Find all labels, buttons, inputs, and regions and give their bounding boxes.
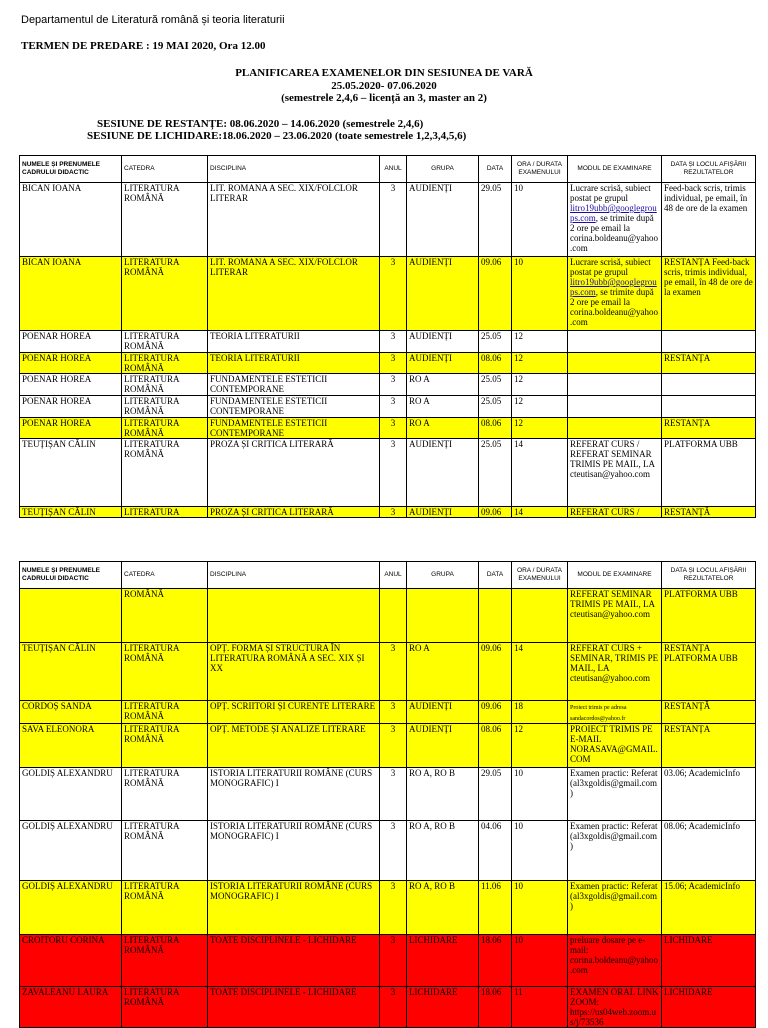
- table-row: [20, 374, 756, 396]
- cell-nume: [20, 589, 122, 643]
- cell-grupa: RO A, RO B: [407, 768, 479, 821]
- cell-ora: 14: [512, 439, 568, 507]
- cell-catedra: LITERATURA ROMÂNĂ: [122, 331, 208, 353]
- cell-data: 08.06: [479, 724, 512, 768]
- cell-anul: 3: [380, 935, 407, 987]
- col-catedra: CATEDRA: [122, 562, 208, 589]
- cell-afisare: [662, 374, 756, 396]
- cell-modul: [568, 701, 662, 724]
- cell-ora: 12: [512, 724, 568, 768]
- session-dates: 25.05.2020- 07.06.2020: [331, 80, 437, 92]
- table-row: [20, 507, 756, 518]
- table-row: [20, 331, 756, 353]
- cell-disciplina: ISTORIA LITERATURII ROMÂNE (CURS MONOGRAFIC) I: [208, 768, 380, 821]
- cell-data: 09.06: [479, 507, 512, 518]
- cell-anul: 3: [380, 374, 407, 396]
- cell-data: 25.05: [479, 374, 512, 396]
- cell-modul: [568, 396, 662, 418]
- cell-data: 09.06: [479, 257, 512, 331]
- cell-catedra: LITERATURA ROMÂNĂ: [122, 643, 208, 701]
- cell-catedra: LITERATURA ROMÂNĂ: [122, 987, 208, 1028]
- cell-data: 09.06: [479, 643, 512, 701]
- cell-modul: PROIECT TRIMIS PE E-MAIL NORASAVA@GMAIL.COM: [568, 724, 662, 768]
- cell-data: 25.05: [479, 439, 512, 507]
- group-email-link[interactable]: litro19ubb@googlegroups.com: [570, 277, 657, 297]
- exam-table-2: [19, 561, 756, 1028]
- cell-modul: [568, 353, 662, 374]
- cell-catedra: LITERATURA ROMÂNĂ: [122, 881, 208, 935]
- cell-afisare: RESTANȚA: [662, 353, 756, 374]
- cell-grupa: AUDIENȚI: [407, 439, 479, 507]
- cell-modul: [568, 257, 662, 331]
- cell-afisare: [662, 331, 756, 353]
- cell-data: 29.05: [479, 768, 512, 821]
- cell-nume: GOLDIȘ ALEXANDRU: [20, 768, 122, 821]
- cell-ora: 11: [512, 987, 568, 1028]
- exam-table-1: [19, 155, 756, 518]
- cell-ora: [512, 589, 568, 643]
- cell-nume: POENAR HOREA: [20, 374, 122, 396]
- cell-catedra: ROMÂNĂ: [122, 589, 208, 643]
- cell-catedra: LITERATURA ROMÂNĂ: [122, 724, 208, 768]
- cell-grupa: RO A, RO B: [407, 881, 479, 935]
- table-row: [20, 257, 756, 331]
- table-row: [20, 935, 756, 987]
- col-afisare: DATA ȘI LOCUL AFIȘĂRII REZULTATELOR: [662, 562, 756, 589]
- cell-data: 09.06: [479, 701, 512, 724]
- cell-data: 25.05: [479, 331, 512, 353]
- cell-modul: EXAMEN ORAL LINK ZOOM: https://us04web.zoom.us/j/73536: [568, 987, 662, 1028]
- cell-afisare: PLATFORMA UBB: [662, 589, 756, 643]
- col-nume: NUMELE ȘI PRENUMELE CADRULUI DIDACTIC: [20, 156, 122, 183]
- cell-afisare: RESTANȚĂ: [662, 701, 756, 724]
- cell-ora: 10: [512, 881, 568, 935]
- col-modul: MODUL DE EXAMINARE: [568, 562, 662, 589]
- cell-nume: POENAR HOREA: [20, 331, 122, 353]
- cell-catedra: LITERATURA: [122, 507, 208, 518]
- cell-grupa: AUDIENȚI: [407, 507, 479, 518]
- col-ora: ORA / DURATA EXAMENULUI: [512, 156, 568, 183]
- cell-catedra: LITERATURA ROMÂNĂ: [122, 396, 208, 418]
- table-row: [20, 643, 756, 701]
- col-data: DATA: [479, 562, 512, 589]
- cell-disciplina: ISTORIA LITERATURII ROMÂNE (CURS MONOGRAFIC) I: [208, 821, 380, 881]
- cell-modul: [568, 331, 662, 353]
- table-row: [20, 396, 756, 418]
- table-row: [20, 418, 756, 439]
- document-title: PLANIFICAREA EXAMENELOR DIN SESIUNEA DE VARĂ: [235, 67, 533, 79]
- cell-grupa: RO A: [407, 643, 479, 701]
- col-anul: ANUL: [380, 156, 407, 183]
- cell-ora: 12: [512, 374, 568, 396]
- cell-afisare: RESTANȚA: [662, 724, 756, 768]
- cell-nume: POENAR HOREA: [20, 396, 122, 418]
- cell-nume: BICAN IOANA: [20, 183, 122, 257]
- cell-nume: ZAVALEANU LAURA: [20, 987, 122, 1028]
- cell-ora: 10: [512, 935, 568, 987]
- cell-grupa: LICHIDARE: [407, 935, 479, 987]
- cell-ora: 12: [512, 418, 568, 439]
- cell-modul: [568, 183, 662, 257]
- cell-nume: CROITORU CORINA: [20, 935, 122, 987]
- cell-nume: TEUȚIȘAN CĂLIN: [20, 643, 122, 701]
- cell-grupa: LICHIDARE: [407, 987, 479, 1028]
- cell-ora: 12: [512, 396, 568, 418]
- cell-grupa: RO A: [407, 396, 479, 418]
- table-header-row: [20, 562, 756, 589]
- cell-grupa: AUDIENȚI: [407, 183, 479, 257]
- cell-ora: 14: [512, 507, 568, 518]
- cell-modul: [568, 374, 662, 396]
- table-row: [20, 821, 756, 881]
- cell-modul: REFERAT CURS /: [568, 507, 662, 518]
- cell-disciplina: OPȚ. SCRIITORI ȘI CURENTE LITERARE: [208, 701, 380, 724]
- cell-grupa: AUDIENȚI: [407, 257, 479, 331]
- cell-nume: GOLDIȘ ALEXANDRU: [20, 881, 122, 935]
- cell-modul: REFERAT CURS + SEMINAR, TRIMIS PE MAIL, LA cteutisan@yahoo.com: [568, 643, 662, 701]
- col-grupa: GRUPA: [407, 562, 479, 589]
- cell-disciplina: TOATE DISCIPLINELE - LICHIDARE: [208, 987, 380, 1028]
- cell-afisare: 08.06; AcademicInfo: [662, 821, 756, 881]
- cell-catedra: LITERATURA ROMÂNĂ: [122, 768, 208, 821]
- cell-modul: preluare dosare pe e-mail: corina.boldeanu@yahoo.com: [568, 935, 662, 987]
- cell-grupa: RO A: [407, 374, 479, 396]
- cell-nume: POENAR HOREA: [20, 418, 122, 439]
- table-row: [20, 724, 756, 768]
- cell-anul: 3: [380, 701, 407, 724]
- cell-grupa: AUDIENȚI: [407, 724, 479, 768]
- cell-afisare: 15.06; AcademicInfo: [662, 881, 756, 935]
- cell-afisare: Feed-back scris, trimis individual, pe email, în 48 de ore de la examen: [662, 183, 756, 257]
- cell-nume: POENAR HOREA: [20, 353, 122, 374]
- modul-text-pre: Lucrare scrisă, subiect postat pe grupul: [570, 183, 651, 203]
- table-row: [20, 183, 756, 257]
- cell-modul: Examen practic: Referat (al3xgoldis@gmail.com): [568, 768, 662, 821]
- cell-ora: 18: [512, 701, 568, 724]
- cell-anul: 3: [380, 881, 407, 935]
- cell-modul: Examen practic: Referat (al3xgoldis@gmail.com): [568, 821, 662, 881]
- cell-anul: 3: [380, 257, 407, 331]
- group-email-link[interactable]: litro19ubb@googlegroups.com: [570, 203, 657, 223]
- cell-disciplina: PROZA ȘI CRITICA LITERARĂ: [208, 507, 380, 518]
- col-afisare: DATA ȘI LOCUL AFIȘĂRII REZULTATELOR: [662, 156, 756, 183]
- table-row: [20, 701, 756, 724]
- table-row: [20, 589, 756, 643]
- modul-text-pre: Lucrare scrisă, subiect postat pe grupul: [570, 257, 651, 277]
- cell-modul: Examen practic: Referat (al3xgoldis@gmail.com): [568, 881, 662, 935]
- cell-modul: REFERAT CURS / REFERAT SEMINAR TRIMIS PE MAIL, LA cteutisan@yahoo.com: [568, 439, 662, 507]
- cell-afisare: PLATFORMA UBB: [662, 439, 756, 507]
- cell-catedra: LITERATURA ROMÂNĂ: [122, 257, 208, 331]
- cell-disciplina: FUNDAMENTELE ESTETICII CONTEMPORANE: [208, 396, 380, 418]
- cell-disciplina: LIT. ROMANA A SEC. XIX/FOLCLOR LITERAR: [208, 183, 380, 257]
- cell-catedra: LITERATURA ROMÂNĂ: [122, 701, 208, 724]
- cell-data: 18.06: [479, 987, 512, 1028]
- cell-catedra: LITERATURA ROMÂNĂ: [122, 439, 208, 507]
- cell-catedra: LITERATURA ROMÂNĂ: [122, 418, 208, 439]
- cell-nume: GOLDIȘ ALEXANDRU: [20, 821, 122, 881]
- cell-catedra: LITERATURA ROMÂNĂ: [122, 821, 208, 881]
- cell-disciplina: FUNDAMENTELE ESTETICII CONTEMPORANE: [208, 374, 380, 396]
- cell-anul: 3: [380, 439, 407, 507]
- sesiune-restante: SESIUNE DE RESTANȚE: 08.06.2020 – 14.06.2020 (semestrele 2,4,6): [97, 118, 424, 130]
- department-name: Departamentul de Literatură română și teoria literaturii: [21, 14, 285, 26]
- cell-grupa: RO A: [407, 418, 479, 439]
- cell-disciplina: PROZA ȘI CRITICA LITERARĂ: [208, 439, 380, 507]
- cell-data: 25.05: [479, 396, 512, 418]
- table-row: [20, 353, 756, 374]
- cell-anul: 3: [380, 183, 407, 257]
- cell-anul: 3: [380, 353, 407, 374]
- cell-ora: 10: [512, 183, 568, 257]
- cell-data: 18.06: [479, 935, 512, 987]
- cell-ora: 10: [512, 257, 568, 331]
- cell-anul: 3: [380, 821, 407, 881]
- cell-disciplina: ISTORIA LITERATURII ROMÂNE (CURS MONOGRAFIC) I: [208, 881, 380, 935]
- cell-data: 08.06: [479, 353, 512, 374]
- cell-data: 08.06: [479, 418, 512, 439]
- cell-disciplina: TEORIA LITERATURII: [208, 353, 380, 374]
- table-header-row: [20, 156, 756, 183]
- modul-text-post: , se trimite după 2 ore pe email la corina.boldeanu@yahoo.com: [570, 213, 659, 253]
- cell-disciplina: FUNDAMENTELE ESTETICII CONTEMPORANE: [208, 418, 380, 439]
- modul-text-post: , se trimite după 2 ore pe email la corina.boldeanu@yahoo.com: [570, 287, 659, 327]
- table-row: [20, 768, 756, 821]
- cell-anul: 3: [380, 768, 407, 821]
- col-grupa: GRUPA: [407, 156, 479, 183]
- cell-grupa: AUDIENȚI: [407, 331, 479, 353]
- cell-afisare: LICHIDARE: [662, 935, 756, 987]
- cell-anul: 3: [380, 987, 407, 1028]
- cell-grupa: [407, 589, 479, 643]
- cell-afisare: RESTANȚA Feed-back scris, trimis individual, pe email, în 48 de ore de la examen: [662, 257, 756, 331]
- cell-grupa: RO A, RO B: [407, 821, 479, 881]
- cell-afisare: [662, 396, 756, 418]
- cell-ora: 12: [512, 331, 568, 353]
- table-row: [20, 881, 756, 935]
- cell-nume: CORDOȘ SANDA: [20, 701, 122, 724]
- col-ora: ORA / DURATA EXAMENULUI: [512, 562, 568, 589]
- col-disciplina: DISCIPLINA: [208, 156, 380, 183]
- semesters-note: (semestrele 2,4,6 – licență an 3, master an 2): [281, 92, 487, 104]
- cell-afisare: RESTANȚA: [662, 418, 756, 439]
- cell-anul: 3: [380, 507, 407, 518]
- cell-modul: [568, 418, 662, 439]
- cell-grupa: AUDIENȚI: [407, 353, 479, 374]
- cell-nume: SAVA ELEONORA: [20, 724, 122, 768]
- cell-disciplina: OPȚ. FORMA ȘI STRUCTURA ÎN LITERATURA ROMÂNĂ A SEC. XIX ȘI XX: [208, 643, 380, 701]
- col-anul: ANUL: [380, 562, 407, 589]
- cell-ora: 10: [512, 768, 568, 821]
- cell-nume: BICAN IOANA: [20, 257, 122, 331]
- cell-ora: 12: [512, 353, 568, 374]
- cell-ora: 14: [512, 643, 568, 701]
- cell-disciplina: LIT. ROMANA A SEC. XIX/FOLCLOR LITERAR: [208, 257, 380, 331]
- cell-anul: 3: [380, 643, 407, 701]
- cell-afisare: 03.06; AcademicInfo: [662, 768, 756, 821]
- cell-anul: 3: [380, 724, 407, 768]
- col-nume: NUMELE ȘI PRENUMELE CADRULUI DIDACTIC: [20, 562, 122, 589]
- cell-catedra: LITERATURA ROMÂNĂ: [122, 935, 208, 987]
- col-data: DATA: [479, 156, 512, 183]
- cell-disciplina: OPȚ. METODE ȘI ANALIZE LITERARE: [208, 724, 380, 768]
- deadline-text: TERMEN DE PREDARE : 19 MAI 2020, Ora 12.00: [21, 40, 266, 52]
- cell-catedra: LITERATURA ROMÂNĂ: [122, 183, 208, 257]
- cell-anul: 3: [380, 396, 407, 418]
- col-disciplina: DISCIPLINA: [208, 562, 380, 589]
- cell-data: 04.06: [479, 821, 512, 881]
- cell-anul: 3: [380, 331, 407, 353]
- cell-catedra: LITERATURA ROMÂNĂ: [122, 353, 208, 374]
- cell-data: 11.06: [479, 881, 512, 935]
- table-row: [20, 439, 756, 507]
- col-catedra: CATEDRA: [122, 156, 208, 183]
- cell-afisare: RESTANȚĂ: [662, 507, 756, 518]
- cell-disciplina: TEORIA LITERATURII: [208, 331, 380, 353]
- cell-disciplina: TOATE DISCIPLINELE - LICHIDARE: [208, 935, 380, 987]
- cell-ora: 10: [512, 821, 568, 881]
- cell-afisare: RESTANȚA PLATFORMA UBB: [662, 643, 756, 701]
- cell-disciplina: [208, 589, 380, 643]
- cell-catedra: LITERATURA ROMÂNĂ: [122, 374, 208, 396]
- modul-small-text: Proiect trimis pe adresa sandacordos@yahoo.fr: [570, 705, 627, 722]
- table-row: [20, 987, 756, 1028]
- cell-anul: [380, 589, 407, 643]
- cell-afisare: LICHIDARE: [662, 987, 756, 1028]
- cell-nume: TEUȚIȘAN CĂLIN: [20, 507, 122, 518]
- cell-nume: TEUȚIȘAN CĂLIN: [20, 439, 122, 507]
- cell-data: [479, 589, 512, 643]
- col-modul: MODUL DE EXAMINARE: [568, 156, 662, 183]
- cell-data: 29.05: [479, 183, 512, 257]
- cell-grupa: AUDIENȚI: [407, 701, 479, 724]
- cell-modul: REFERAT SEMINAR TRIMIS PE MAIL, LA cteutisan@yahoo.com: [568, 589, 662, 643]
- cell-anul: 3: [380, 418, 407, 439]
- sesiune-lichidare: SESIUNE DE LICHIDARE:18.06.2020 – 23.06.2020 (toate semestrele 1,2,3,4,5,6): [87, 130, 467, 142]
